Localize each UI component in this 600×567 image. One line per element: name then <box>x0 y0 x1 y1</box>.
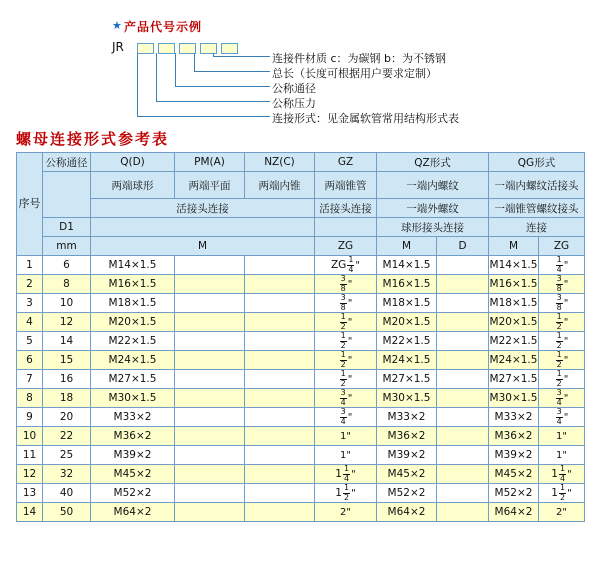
table-header-sub <box>17 199 585 218</box>
cell-gz: $\frac{1}{2}$ " <box>315 351 377 370</box>
cell-pm <box>175 313 245 332</box>
legend-pressure: 公称压力 <box>272 97 316 110</box>
code-box-4 <box>200 43 217 54</box>
code-box-row <box>137 43 238 54</box>
cell-qg-zg: 1" <box>539 427 585 446</box>
cell-pm <box>175 503 245 522</box>
header-blank-sub <box>91 218 315 237</box>
cell-qz-m: M18×1.5 <box>377 294 437 313</box>
header-desc-qg: 一端内螺纹活接头 <box>489 172 585 199</box>
cell-pm <box>175 389 245 408</box>
cell-seq: 9 <box>17 408 43 427</box>
cell-pm <box>175 294 245 313</box>
header-desc-pm: 两端平面 <box>175 172 245 199</box>
cell-qz-d <box>437 465 489 484</box>
header-group-gz-code: GZ <box>315 153 377 172</box>
cell-gz: 1" <box>315 446 377 465</box>
page-title: 螺母连接形式参考表 <box>16 130 170 148</box>
cell-gz: $\frac{1}{2}$ " <box>315 370 377 389</box>
cell-seq: 6 <box>17 351 43 370</box>
cell-qz-m: M45×2 <box>377 465 437 484</box>
cell-seq: 11 <box>17 446 43 465</box>
table-row <box>17 408 585 427</box>
header-sub-qz: 球形接头连接 <box>377 218 489 237</box>
cell-nz <box>245 275 315 294</box>
cell-qg-m: M24×1.5 <box>489 351 539 370</box>
cell-q: M52×2 <box>91 484 175 503</box>
cell-gz: $\frac{3}{4}$ " <box>315 389 377 408</box>
cell-qg-m: M22×1.5 <box>489 332 539 351</box>
cell-dn: 22 <box>43 427 91 446</box>
cell-qz-m: M36×2 <box>377 427 437 446</box>
table-row <box>17 313 585 332</box>
table-header-units <box>17 237 585 256</box>
table-row <box>17 446 585 465</box>
header-seq <box>17 153 43 256</box>
table-row <box>17 256 585 275</box>
cell-qg-zg: $\frac{3}{8}$ " <box>539 294 585 313</box>
cell-q: M39×2 <box>91 446 175 465</box>
table-body <box>17 256 585 522</box>
cell-q: M45×2 <box>91 465 175 484</box>
header-blank-gz <box>315 218 377 237</box>
header-desc-qz: 一端内螺纹 <box>377 172 489 199</box>
leader-v-2 <box>156 53 157 101</box>
leader-h-5 <box>137 116 270 117</box>
cell-nz <box>245 446 315 465</box>
cell-qz-d <box>437 370 489 389</box>
cell-nz <box>245 503 315 522</box>
cell-qg-zg: $\frac{3}{4}$ " <box>539 408 585 427</box>
header-desc2-qg: 一端锥管螺纹接头 <box>489 199 585 218</box>
cell-qz-m: M16×1.5 <box>377 275 437 294</box>
cell-pm <box>175 370 245 389</box>
cell-seq: 13 <box>17 484 43 503</box>
cell-qg-m: M30×1.5 <box>489 389 539 408</box>
code-box-2 <box>158 43 175 54</box>
cell-dn: 50 <box>43 503 91 522</box>
header-group-q-code: Q(D) <box>91 153 175 172</box>
cell-dn: 18 <box>43 389 91 408</box>
cell-q: M33×2 <box>91 408 175 427</box>
header-unit-qg-m: M <box>489 237 539 256</box>
cell-nz <box>245 256 315 275</box>
cell-gz: 1 $\frac{1}{2}$ " <box>315 484 377 503</box>
cell-seq: 7 <box>17 370 43 389</box>
cell-qz-d <box>437 275 489 294</box>
cell-qg-zg: 2" <box>539 503 585 522</box>
cell-nz <box>245 370 315 389</box>
cell-seq: 2 <box>17 275 43 294</box>
cell-pm <box>175 408 245 427</box>
cell-qz-d <box>437 427 489 446</box>
cell-gz: 1" <box>315 427 377 446</box>
cell-q: M16×1.5 <box>91 275 175 294</box>
header-group-nz-code: NZ(C) <box>245 153 315 172</box>
header-desc2-qz: 一端外螺纹 <box>377 199 489 218</box>
cell-qg-m: M33×2 <box>489 408 539 427</box>
cell-pm <box>175 484 245 503</box>
cell-qz-m: M33×2 <box>377 408 437 427</box>
cell-q: M14×1.5 <box>91 256 175 275</box>
cell-nz <box>245 351 315 370</box>
cell-q: M30×1.5 <box>91 389 175 408</box>
cell-q: M36×2 <box>91 427 175 446</box>
cell-q: M64×2 <box>91 503 175 522</box>
cell-nz <box>245 294 315 313</box>
cell-qg-zg: 1 $\frac{1}{4}$ " <box>539 465 585 484</box>
legend-connection: 连接形式：见金属软管常用结构形式表 <box>272 112 459 125</box>
cell-dn: 12 <box>43 313 91 332</box>
cell-seq: 12 <box>17 465 43 484</box>
cell-qg-m: M52×2 <box>489 484 539 503</box>
cell-dn: 25 <box>43 446 91 465</box>
header-dn-merged <box>43 172 91 218</box>
cell-pm <box>175 465 245 484</box>
cell-qz-m: M24×1.5 <box>377 351 437 370</box>
table-row <box>17 465 585 484</box>
table-row <box>17 294 585 313</box>
cell-q: M18×1.5 <box>91 294 175 313</box>
cell-q: M20×1.5 <box>91 313 175 332</box>
cell-qz-m: M30×1.5 <box>377 389 437 408</box>
table-row <box>17 370 585 389</box>
cell-seq: 3 <box>17 294 43 313</box>
cell-pm <box>175 332 245 351</box>
leader-h-3 <box>175 86 270 87</box>
star-icon: ★ <box>112 19 122 32</box>
cell-qg-m: M14×1.5 <box>489 256 539 275</box>
cell-pm <box>175 351 245 370</box>
cell-gz: $\frac{1}{2}$ " <box>315 332 377 351</box>
header-sub-qg: 连接 <box>489 218 585 237</box>
cell-seq: 5 <box>17 332 43 351</box>
cell-qg-m: M39×2 <box>489 446 539 465</box>
cell-qg-m: M36×2 <box>489 427 539 446</box>
cell-qz-d <box>437 408 489 427</box>
cell-qg-m: M45×2 <box>489 465 539 484</box>
cell-qz-m: M52×2 <box>377 484 437 503</box>
legend-length: 总长（长度可根据用户要求定制） <box>272 67 437 80</box>
cell-pm <box>175 446 245 465</box>
cell-qz-d <box>437 389 489 408</box>
cell-seq: 14 <box>17 503 43 522</box>
cell-nz <box>245 313 315 332</box>
cell-dn: 6 <box>43 256 91 275</box>
table-header-desc <box>17 172 585 199</box>
cell-pm <box>175 256 245 275</box>
cell-dn: 8 <box>43 275 91 294</box>
legend-nominal-dn: 公称通径 <box>272 82 316 95</box>
cell-qz-d <box>437 313 489 332</box>
table-row <box>17 332 585 351</box>
nut-connection-table <box>16 152 585 522</box>
leader-h-2 <box>194 71 270 72</box>
header-unit-zg: ZG <box>315 237 377 256</box>
header-sub-gz: 活接头连接 <box>315 199 377 218</box>
table-row <box>17 427 585 446</box>
cell-dn: 16 <box>43 370 91 389</box>
cell-nz <box>245 427 315 446</box>
cell-qg-m: M64×2 <box>489 503 539 522</box>
table-row <box>17 484 585 503</box>
cell-qz-m: M27×1.5 <box>377 370 437 389</box>
header-dn: 公称通径 <box>43 153 91 172</box>
leader-v-1 <box>137 53 138 116</box>
cell-nz <box>245 408 315 427</box>
table-row <box>17 275 585 294</box>
leader-v-3 <box>175 53 176 86</box>
code-box-1 <box>137 43 154 54</box>
header-sub-qpmnz: 活接头连接 <box>91 199 315 218</box>
cell-seq: 4 <box>17 313 43 332</box>
product-code-example <box>0 0 600 125</box>
cell-gz: $\frac{3}{8}$ " <box>315 275 377 294</box>
table-row <box>17 503 585 522</box>
cell-qg-zg: 1" <box>539 446 585 465</box>
cell-qz-m: M39×2 <box>377 446 437 465</box>
cell-gz: $\frac{3}{4}$ " <box>315 408 377 427</box>
code-box-5 <box>221 43 238 54</box>
header-unit-qz-d: D <box>437 237 489 256</box>
cell-qz-m: M20×1.5 <box>377 313 437 332</box>
cell-qg-m: M20×1.5 <box>489 313 539 332</box>
cell-qg-zg: $\frac{3}{4}$ " <box>539 389 585 408</box>
code-example-title: 产品代号示例 <box>124 20 203 34</box>
cell-qg-zg: $\frac{1}{2}$ " <box>539 370 585 389</box>
cell-dn: 20 <box>43 408 91 427</box>
cell-nz <box>245 465 315 484</box>
cell-q: M24×1.5 <box>91 351 175 370</box>
cell-nz <box>245 332 315 351</box>
code-prefix: JR <box>112 40 124 54</box>
cell-gz: $\frac{3}{8}$ " <box>315 294 377 313</box>
cell-qg-zg: $\frac{1}{2}$ " <box>539 313 585 332</box>
table-row <box>17 351 585 370</box>
cell-seq: 1 <box>17 256 43 275</box>
cell-seq: 10 <box>17 427 43 446</box>
header-unit-qg-zg: ZG <box>539 237 585 256</box>
cell-qz-d <box>437 446 489 465</box>
header-desc-nz: 两端内锥 <box>245 172 315 199</box>
table-header-d1 <box>17 218 585 237</box>
cell-qz-m: M22×1.5 <box>377 332 437 351</box>
cell-pm <box>175 427 245 446</box>
cell-dn: 15 <box>43 351 91 370</box>
cell-seq: 8 <box>17 389 43 408</box>
table-row <box>17 389 585 408</box>
leader-v-4 <box>194 53 195 71</box>
cell-q: M22×1.5 <box>91 332 175 351</box>
header-d1: D1 <box>43 218 91 237</box>
header-unit-qz-m: M <box>377 237 437 256</box>
cell-dn: 40 <box>43 484 91 503</box>
cell-qg-zg: $\frac{1}{4}$ " <box>539 256 585 275</box>
cell-gz: $\frac{1}{2}$ " <box>315 313 377 332</box>
leader-h-4 <box>156 101 270 102</box>
cell-dn: 10 <box>43 294 91 313</box>
cell-qg-m: M27×1.5 <box>489 370 539 389</box>
legend-material: 连接件材质 c：为碳钢 b：为不锈钢 <box>272 52 447 65</box>
header-group-qz-code: QZ形式 <box>377 153 489 172</box>
header-desc-q: 两端球形 <box>91 172 175 199</box>
header-desc-gz: 两端锥管 <box>315 172 377 199</box>
cell-qz-d <box>437 351 489 370</box>
table-header-codes <box>17 153 585 172</box>
header-unit-m: M <box>91 237 315 256</box>
cell-qg-zg: $\frac{1}{2}$ " <box>539 332 585 351</box>
cell-gz: ZG $\frac{1}{4}$ " <box>315 256 377 275</box>
cell-qg-m: M18×1.5 <box>489 294 539 313</box>
cell-qg-zg: $\frac{1}{2}$ " <box>539 351 585 370</box>
cell-gz: 1 $\frac{1}{4}$ " <box>315 465 377 484</box>
cell-dn: 32 <box>43 465 91 484</box>
cell-qz-d <box>437 294 489 313</box>
cell-nz <box>245 484 315 503</box>
cell-dn: 14 <box>43 332 91 351</box>
cell-gz: 2" <box>315 503 377 522</box>
cell-nz <box>245 389 315 408</box>
cell-qz-d <box>437 332 489 351</box>
cell-qz-d <box>437 484 489 503</box>
cell-pm <box>175 275 245 294</box>
leader-h-1 <box>213 56 270 57</box>
cell-qz-m: M64×2 <box>377 503 437 522</box>
cell-q: M27×1.5 <box>91 370 175 389</box>
cell-qg-zg: 1 $\frac{1}{2}$ " <box>539 484 585 503</box>
header-unit-mm: mm <box>43 237 91 256</box>
cell-qz-d <box>437 503 489 522</box>
cell-qz-m: M14×1.5 <box>377 256 437 275</box>
header-group-pm-code: PM(A) <box>175 153 245 172</box>
header-seq-label: 序号 <box>18 197 41 210</box>
cell-qg-zg: $\frac{3}{8}$ " <box>539 275 585 294</box>
header-group-qg-code: QG形式 <box>489 153 585 172</box>
cell-qg-m: M16×1.5 <box>489 275 539 294</box>
cell-qz-d <box>437 256 489 275</box>
